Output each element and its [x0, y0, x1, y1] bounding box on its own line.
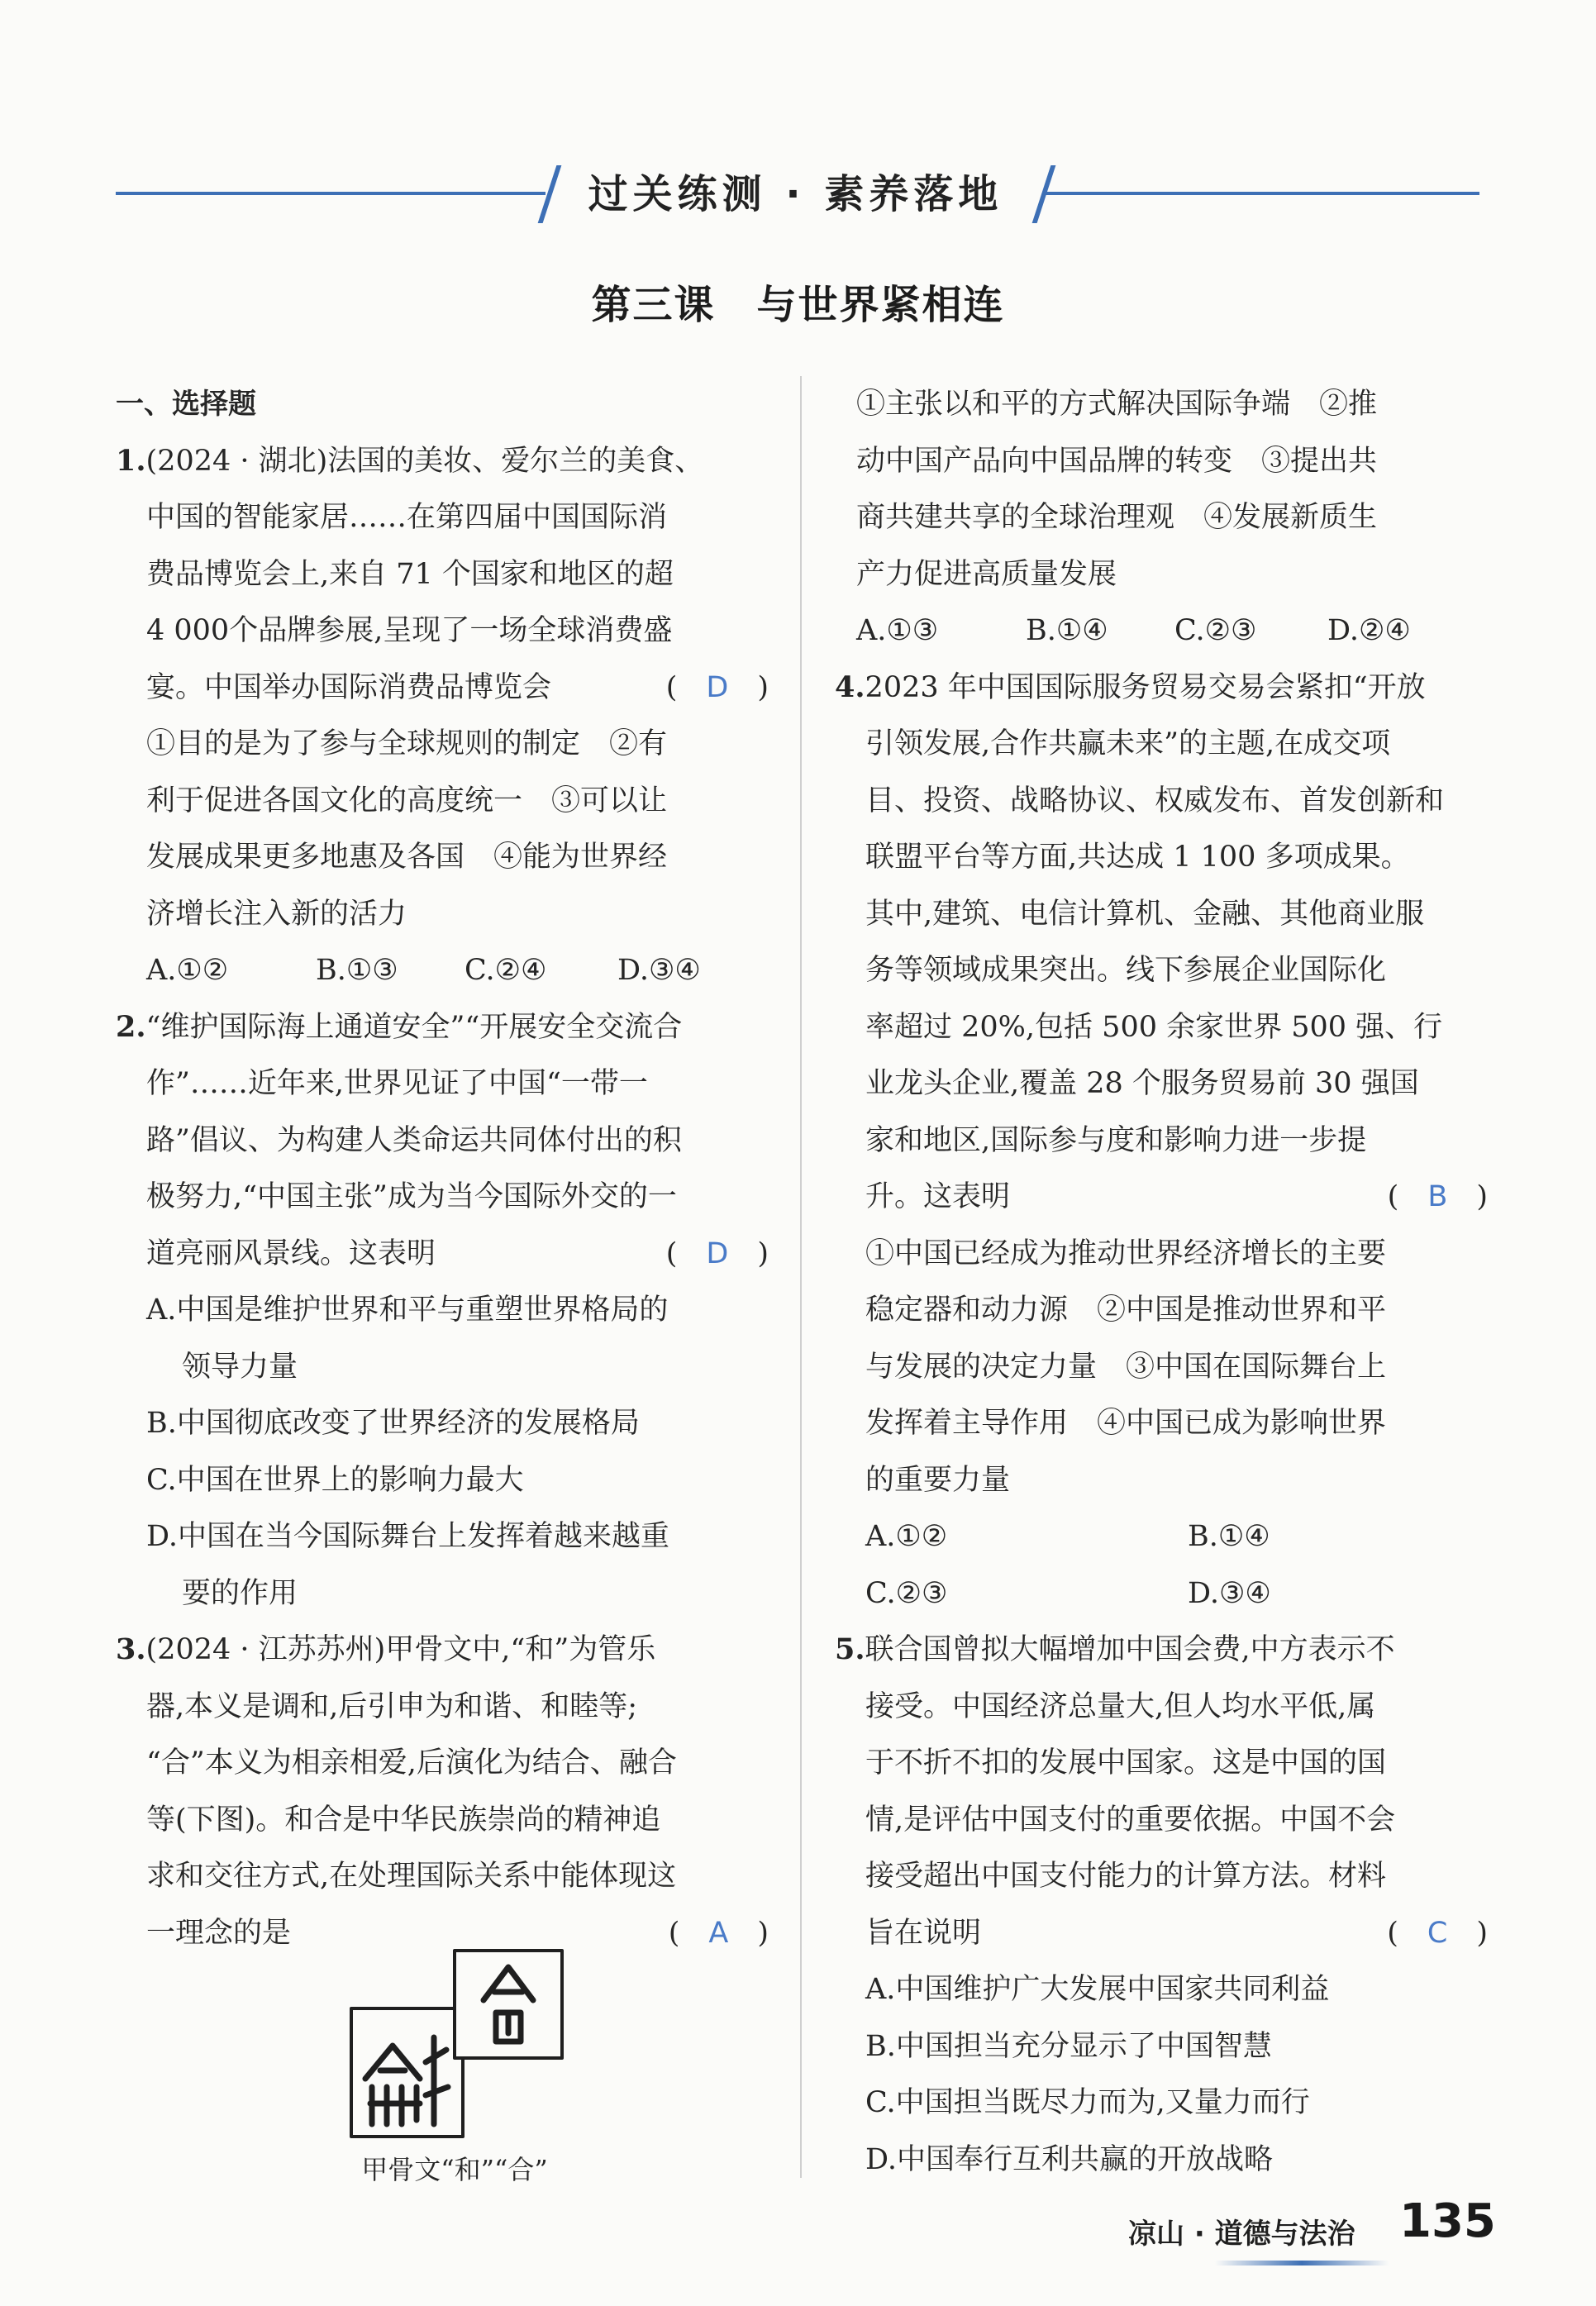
q1-statement-4: 济增长注入新的活力: [146, 897, 407, 931]
q3-option-b[interactable]: B.①④: [1026, 614, 1108, 647]
q3-line-5: 求和交往方式,在处理国际关系中能体现这: [146, 1860, 677, 1893]
q4-statement-5: 的重要力量: [865, 1463, 1011, 1497]
left-column: [116, 376, 769, 1961]
q1-line-5: 宴。中国举办国际消费品博览会 ( D ): [116, 660, 769, 717]
q5-option-b[interactable]: B.中国担当充分显示了中国智慧: [865, 2029, 1272, 2063]
q1-statement-2: 利于促进各国文化的高度统一 ③可以让: [146, 784, 668, 817]
q3-statement-1: ①主张以和平的方式解决国际争端 ②推: [856, 388, 1378, 421]
q3-number: 3.: [116, 1632, 146, 1666]
q5-line-1: 5.联合国曾拟大幅增加中国会费,中方表示不: [835, 1632, 1395, 1666]
q3-line-6: 一理念的是 ( A ): [116, 1905, 769, 1962]
q1-answer: D: [706, 670, 729, 704]
q5-line-2: 接受。中国经济总量大,但人均水平低,属: [865, 1689, 1376, 1723]
q3-option-c[interactable]: C.②③: [1174, 614, 1257, 647]
page-number: 135: [1399, 2194, 1496, 2248]
q3-line-2: 器,本义是调和,后引申为和谐、和睦等;: [146, 1689, 638, 1723]
q3-answer: A: [708, 1916, 729, 1950]
figure-caption: 甲骨文“和”“合”: [361, 2154, 548, 2185]
q2-option-a-cont[interactable]: 领导力量: [182, 1350, 298, 1384]
banner-line-left: [116, 192, 545, 195]
q1-option-c[interactable]: C.②④: [465, 954, 547, 987]
q4-option-d[interactable]: D.③④: [1188, 1576, 1271, 1610]
q3-option-a[interactable]: A.①③: [856, 614, 939, 647]
q4-line-9: 家和地区,国际参与度和影响力进一步提: [865, 1123, 1367, 1157]
q5-line-6: 旨在说明 ( C ): [835, 1905, 1488, 1962]
q4-statement-4: 发挥着主导作用 ④中国已成为影响世界: [865, 1407, 1387, 1440]
q5-number: 5.: [835, 1632, 865, 1666]
q2-line-2: 作”……近年来,世界见证了中国“一带一: [146, 1067, 648, 1100]
q2-number: 2.: [116, 1009, 146, 1044]
q4-number: 4.: [835, 669, 865, 704]
q4-options-row-2: [835, 1565, 1488, 1622]
q1-option-a[interactable]: A.①②: [146, 954, 229, 987]
q5-option-d[interactable]: D.中国奉行互利共赢的开放战略: [865, 2142, 1273, 2176]
q2-line-1: 2.“维护国际海上通道安全”“开展安全交流合: [116, 1009, 683, 1044]
q3-line-3: “合”本义为相亲相爱,后演化为结合、融合: [146, 1746, 677, 1780]
q5-answer: C: [1427, 1916, 1448, 1950]
q2-answer-bracket: ( D ): [665, 1236, 769, 1270]
q4-line-1: 4.2023 年中国国际服务贸易交易会紧扣“开放: [835, 669, 1426, 704]
banner-line-right: [1046, 192, 1479, 195]
q1-statement-3: 发展成果更多地惠及各国 ④能为世界经: [146, 841, 668, 874]
q2-option-d-cont[interactable]: 要的作用: [182, 1576, 298, 1610]
q1-number: 1.: [116, 443, 146, 478]
right-column: [835, 376, 1488, 2188]
q2-option-a[interactable]: A.中国是维护世界和平与重塑世界格局的: [146, 1294, 669, 1327]
q3-options: [835, 603, 1488, 660]
q3-line-4: 等(下图)。和合是中华民族崇尚的精神追: [146, 1803, 661, 1837]
q4-line-2: 引领发展,合作共赢未来”的主题,在成交项: [865, 727, 1391, 760]
q5-line-4: 情,是评估中国支付的重要依据。中国不会: [865, 1803, 1396, 1837]
q4-answer-bracket: ( B ): [1387, 1180, 1488, 1213]
section-title: 一、选择题: [116, 388, 256, 421]
banner-title: 过关练测 · 素养落地: [588, 171, 1003, 217]
q3-answer-bracket: ( A ): [668, 1916, 769, 1950]
q4-line-6: 务等领域成果突出。线下参展企业国际化: [865, 954, 1387, 987]
q2-answer: D: [706, 1236, 729, 1270]
q2-line-4: 极努力,“中国主张”成为当今国际外交的一: [146, 1180, 677, 1213]
q4-line-10: 升。这表明 ( B ): [835, 1169, 1488, 1226]
q1-line-4: 4 000个品牌参展,呈现了一场全球消费盛: [146, 614, 673, 647]
q3-line-1: 3.(2024 · 江苏苏州)甲骨文中,“和”为管乐: [116, 1632, 656, 1666]
q4-statement-2: 稳定器和动力源 ②中国是推动世界和平: [865, 1294, 1387, 1327]
q4-options-row-1: [835, 1508, 1488, 1565]
q4-answer: B: [1427, 1180, 1448, 1213]
q4-line-4: 联盟平台等方面,共达成 1 100 多项成果。: [865, 841, 1410, 874]
q2-line-3: 路”倡议、为构建人类命运共同体付出的积: [146, 1123, 682, 1157]
q1-line-1: 1.(2024 · 湖北)法国的美妆、爱尔兰的美食、: [116, 443, 704, 478]
q1-statement-1: ①目的是为了参与全球规则的制定 ②有: [146, 727, 668, 760]
q1-option-b[interactable]: B.①③: [316, 954, 398, 987]
q1-options: [116, 942, 769, 999]
q2-option-c[interactable]: C.中国在世界上的影响力最大: [146, 1463, 524, 1497]
lesson-title: 第三课 与世界紧相连: [591, 282, 1005, 328]
q4-option-a[interactable]: A.①②: [865, 1520, 948, 1553]
column-divider: [800, 376, 802, 2178]
q4-statement-3: 与发展的决定力量 ③中国在国际舞台上: [865, 1350, 1387, 1384]
q1-line-3: 费品博览会上,来自 71 个国家和地区的超: [146, 557, 674, 591]
q3-statement-2: 动中国产品向中国品牌的转变 ③提出共: [856, 444, 1378, 478]
q5-option-c[interactable]: C.中国担当既尽力而为,又量力而行: [865, 2086, 1310, 2119]
q5-line-5: 接受超出中国支付能力的计算方法。材料: [865, 1860, 1387, 1893]
q4-line-5: 其中,建筑、电信计算机、金融、其他商业服: [865, 897, 1425, 931]
q2-option-d[interactable]: D.中国在当今国际舞台上发挥着越来越重: [146, 1520, 669, 1553]
q1-line-2: 中国的智能家居……在第四届中国国际消: [146, 501, 668, 534]
oracle-bone-figure: [347, 1946, 570, 2145]
footer-accent-bar: [1215, 2261, 1389, 2266]
footer-subject: 凉山 · 道德与法治: [1128, 2218, 1355, 2251]
q4-line-3: 目、投资、战略协议、权威发布、首发创新和: [865, 784, 1445, 817]
q2-line-5: 道亮丽风景线。这表明 ( D ): [116, 1226, 769, 1283]
q5-line-3: 于不折不扣的发展中国家。这是中国的国: [865, 1746, 1387, 1780]
q3-statement-4: 产力促进高质量发展: [856, 557, 1117, 591]
q1-answer-bracket: ( D ): [665, 670, 769, 704]
q5-answer-bracket: ( C ): [1387, 1916, 1488, 1950]
q1-option-d[interactable]: D.③④: [617, 954, 701, 987]
q5-option-a[interactable]: A.中国维护广大发展中国家共同利益: [865, 1973, 1330, 2006]
q4-statement-1: ①中国已经成为推动世界经济增长的主要: [865, 1236, 1387, 1270]
q2-option-b[interactable]: B.中国彻底改变了世界经济的发展格局: [146, 1407, 640, 1440]
q4-line-7: 率超过 20%,包括 500 余家世界 500 强、行: [865, 1010, 1443, 1044]
q4-line-8: 业龙头企业,覆盖 28 个服务贸易前 30 强国: [865, 1067, 1419, 1100]
q4-option-b[interactable]: B.①④: [1188, 1520, 1270, 1553]
q3-option-d[interactable]: D.②④: [1327, 614, 1411, 647]
q4-option-c[interactable]: C.②③: [865, 1576, 948, 1610]
q3-statement-3: 商共建共享的全球治理观 ④发展新质生: [856, 501, 1378, 534]
